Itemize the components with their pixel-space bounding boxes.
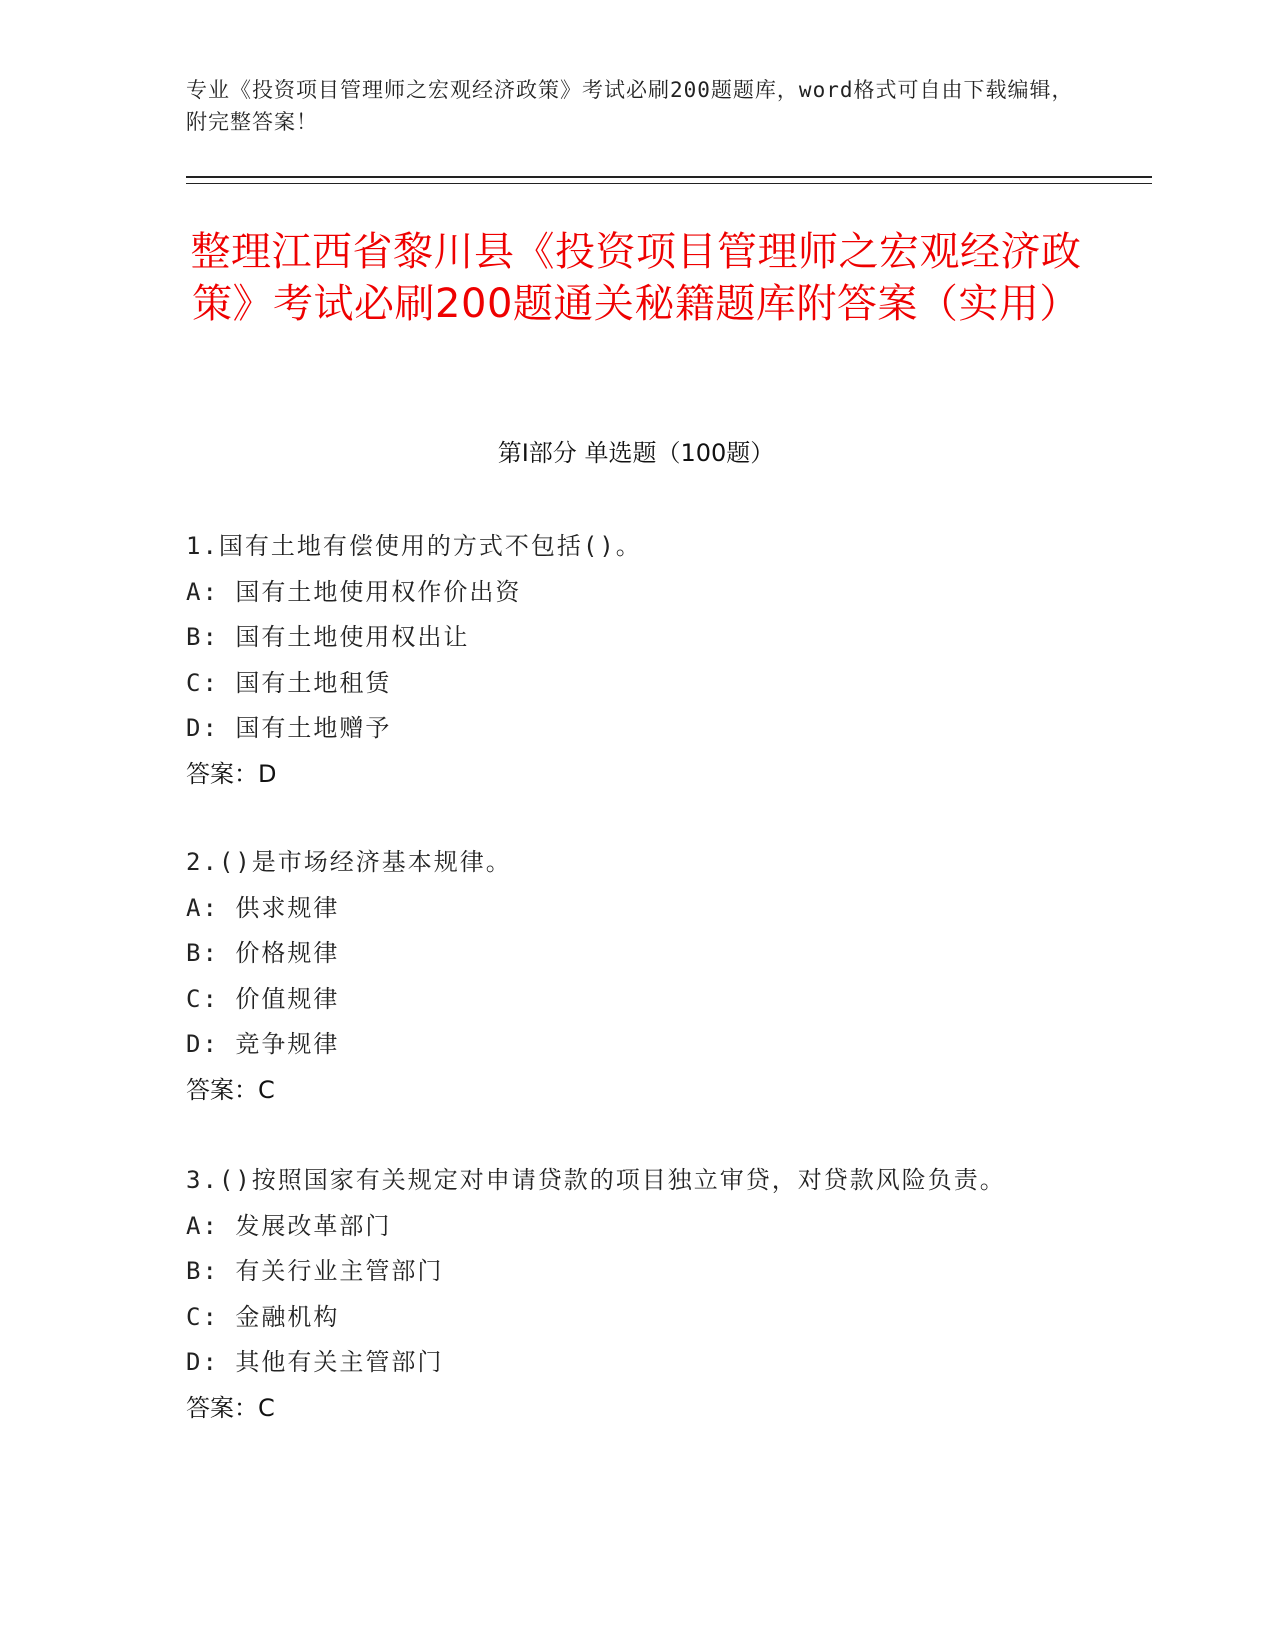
document-title: 整理江西省黎川县《投资项目管理师之宏观经济政策》考试必刷200题通关秘籍题库附答案（实用） [190, 229, 1082, 327]
question-stem: 1.国有土地有偿使用的方式不包括()。 [186, 532, 642, 560]
answer: 答案：C [186, 1075, 275, 1104]
header-note: 专业《投资项目管理师之宏观经济政策》考试必刷200题题库，word格式可自由下载编辑，附完整答案！ [186, 78, 1074, 134]
option-a: A: 国有土地使用权作价出资 [186, 577, 522, 606]
option-b: B: 有关行业主管部门 [186, 1257, 444, 1285]
question-2 [186, 840, 1086, 1113]
question-stem: 2.()是市场经济基本规律。 [186, 848, 512, 876]
question-1 [186, 524, 1086, 797]
option-c: C: 国有土地租赁 [186, 668, 392, 697]
question-3 [186, 1158, 1086, 1431]
option-d: D: 国有土地赠予 [186, 714, 392, 742]
option-a: A: 发展改革部门 [186, 1211, 392, 1240]
header-divider-thin [186, 183, 1152, 184]
option-d: D: 其他有关主管部门 [186, 1348, 444, 1376]
header-divider-thick [186, 176, 1152, 178]
option-b: B: 国有土地使用权出让 [186, 623, 470, 651]
option-a: A: 供求规律 [186, 893, 340, 922]
option-b: B: 价格规律 [186, 939, 340, 967]
answer: 答案：C [186, 1393, 275, 1422]
option-d: D: 竞争规律 [186, 1030, 340, 1058]
option-c: C: 金融机构 [186, 1302, 340, 1331]
answer: 答案：D [186, 759, 277, 788]
section-title: 第I部分 单选题（100题） [497, 439, 775, 467]
question-stem: 3.()按照国家有关规定对申请贷款的项目独立审贷，对贷款风险负责。 [186, 1166, 1006, 1194]
option-c: C: 价值规律 [186, 984, 340, 1013]
